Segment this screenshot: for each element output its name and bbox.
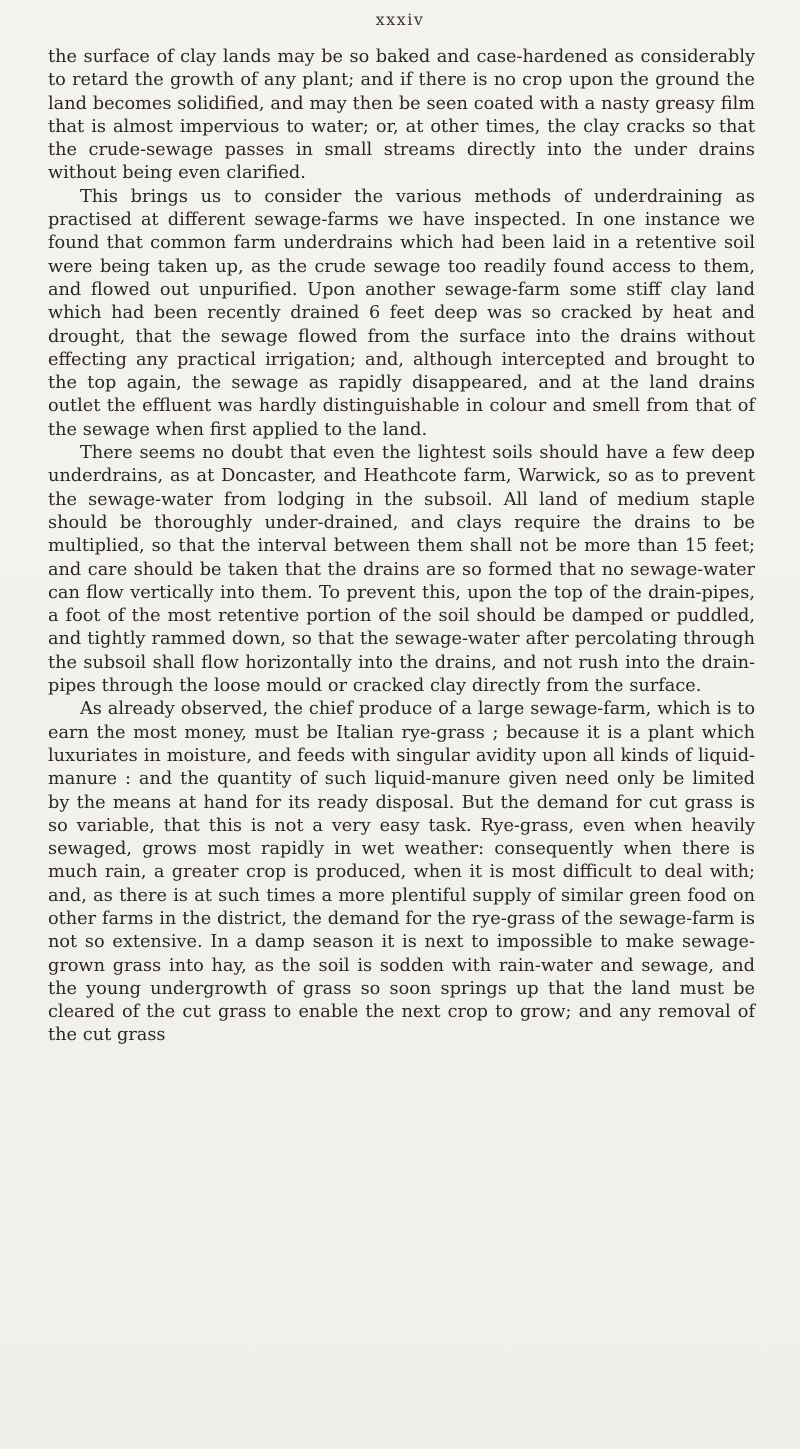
paragraph-deep-underdrains: There seems no doubt that even the lightest soils should have a few deep underdrains, as at Doncaster, and Heathcote farm, Warwick, so as to prevent the sewage-water from lodging in the subsoil. All land of medium staple should be thoroughly under-drained, and clays require the drains to be multiplied, so that the interval between them shall not be more than 15 feet; and care should be taken that the drains are so formed that no sewage-water can flow vertically into them. To prevent this, upon the top of the drain-pipes, a foot of the most retentive portion of the soil should be damped or puddled, and tightly rammed down, so that the sewage-water after percolating through the subsoil shall flow horizontally into the drains, and not rush into the drain-pipes through the loose mould or cracked clay directly from the surface. xyxy=(48,443,755,697)
page-number: xxxiv xyxy=(375,10,425,29)
paragraph-underdraining: This brings us to consider the various methods of underdraining as practised at different sewage-farms we have inspected. In one instance we found that common farm underdrains which had been laid in a retentive soil were being taken up, as the crude sewage too readily found access to them, and flowed out unpurified. Upon another sewage-farm some stiff clay land which had been recently drained 6 feet deep was so cracked by heat and drought, that the sewage flowed from the surface into the drains without effecting any practical irrigation; and, although intercepted and brought to the top again, the sewage as rapidly disappeared, and at the land drains outlet the effluent was hardly distinguishable in colour and smell from that of the sewage when first applied to the land. xyxy=(48,186,755,440)
paragraph-continuation: the surface of clay lands may be so baked and case-hardened as considerably to retard the growth of any plant; and if there is no crop upon the ground the land becomes solidified, and may then be seen coated with a nasty greasy film that is almost impervious to water; or, at other times, the clay cracks so that the crude-sewage passes in small streams directly into the under drains without being even clarified. xyxy=(48,47,755,184)
paragraph-rye-grass: As already observed, the chief produce of a large sewage-farm, which is to earn the most money, must be Italian rye-grass ; because it is a plant which luxuriates in moisture, and feeds with singular avidity upon all kinds of liquid-manure : and the quantity of such liquid-manure given need only be limited by the means at hand for its ready disposal. But the demand for cut grass is so variable, that this is not a very easy task. Rye-grass, even when heavily sewaged, grows most rapidly in wet weather: consequently when there is much rain, a greater crop is produced, when it is most difficult to deal with; and, as there is at such times a more plentiful supply of similar green food on other farms in the district, the demand for the rye-grass of the sewage-farm is not so extensive. In a damp season it is next to impossible to make sewage-grown grass into hay, as the soil is sodden with rain-water and sewage, and the young undergrowth of grass so soon springs up that the land must be cleared of the cut grass to enable the next crop to grow; and any removal of the cut grass xyxy=(48,699,755,1046)
body-text xyxy=(48,46,755,1048)
